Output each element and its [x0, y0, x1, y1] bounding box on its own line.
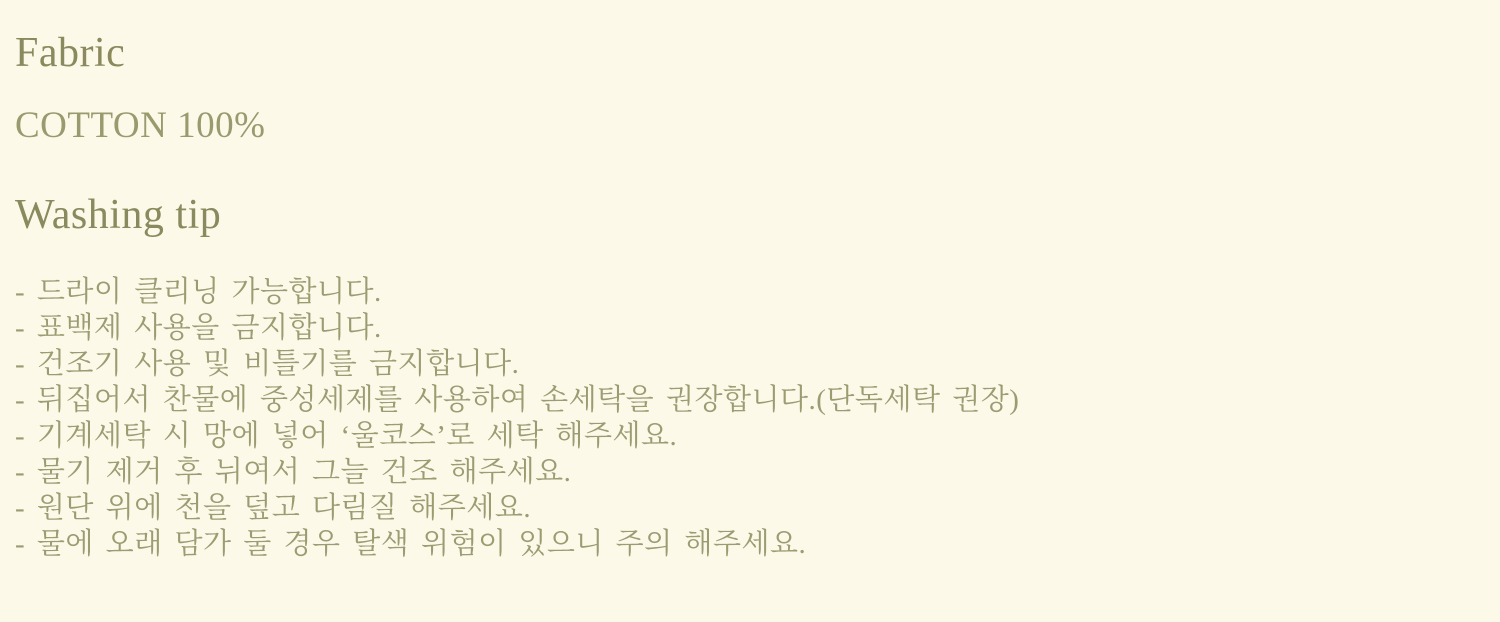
washing-tip-item: - 뒤집어서 찬물에 중성세제를 사용하여 손세탁을 권장합니다.(단독세탁 권장) [15, 384, 1020, 416]
washing-tip-list [15, 274, 1460, 562]
washing-tip-item: - 표백제 사용을 금지합니다. [15, 312, 382, 344]
washing-tip-item: - 기계세탁 시 망에 넣어 ‘울코스’로 세탁 해주세요. [15, 420, 678, 452]
washing-tip-item: - 원단 위에 천을 덮고 다림질 해주세요. [15, 492, 532, 524]
washing-tip-item: - 드라이 클리닝 가능합니다. [15, 276, 382, 308]
washing-tip-item: - 물기 제거 후 뉘여서 그늘 건조 해주세요. [15, 456, 572, 488]
washing-tip-section-title: Washing tip [15, 192, 222, 238]
washing-tip-item: - 건조기 사용 및 비틀기를 금지합니다. [15, 348, 520, 380]
fabric-section-title: Fabric [15, 30, 126, 76]
fabric-composition-text: COTTON 100% [15, 105, 266, 146]
washing-tip-item: - 물에 오래 담가 둘 경우 탈색 위험이 있으니 주의 해주세요. [15, 528, 807, 560]
